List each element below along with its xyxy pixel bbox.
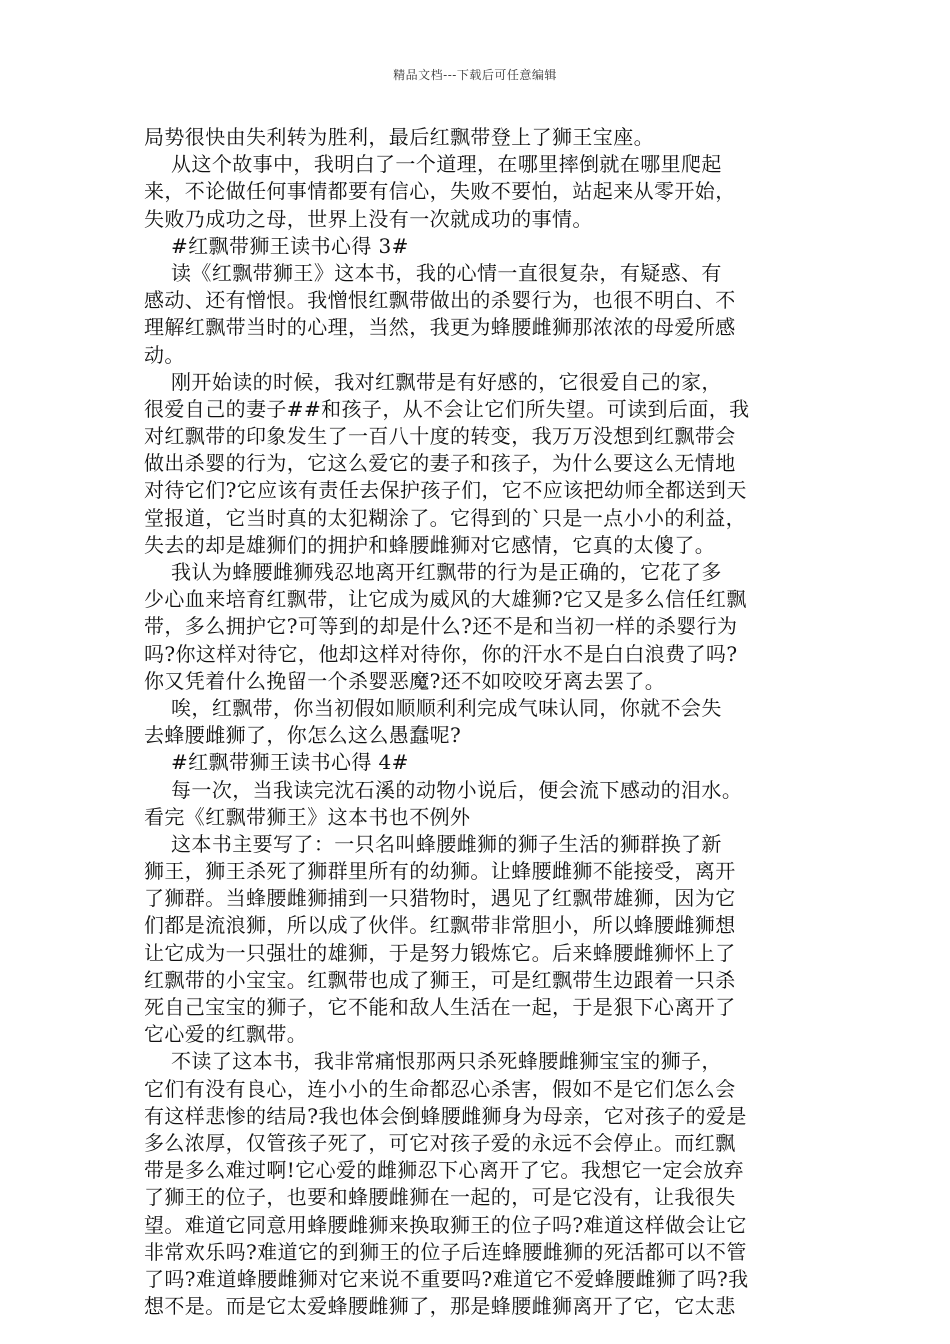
page-header: 精品文档---下载后可任意编辑	[393, 68, 557, 82]
text-line: 了狮群。当蜂腰雌狮捕到一只猎物时，遇见了红飘带雄狮，因为它	[144, 886, 736, 911]
text-line: #红飘带狮王读书心得 3#	[144, 233, 409, 258]
text-line: 堂报道，它当时真的太犯糊涂了。它得到的`只是一点小小的利益，	[144, 505, 746, 530]
text-line: 它心爱的红飘带。	[144, 1022, 308, 1047]
text-line: 从这个故事中，我明白了一个道理，在哪里摔倒就在哪里爬起	[144, 152, 722, 177]
text-line: 带是多么难过啊!它心爱的雌狮忍下心离开了它。我想它一定会放弃	[144, 1158, 745, 1183]
text-line: 读《红飘带狮王》这本书，我的心情一直很复杂，有疑惑、有	[144, 260, 722, 285]
text-line: 对待它们?它应该有责任去保护孩子们，它不应该把幼师全都送到天	[144, 478, 747, 503]
text-line: 刚开始读的时候，我对红飘带是有好感的，它很爱自己的家，	[144, 369, 722, 394]
text-line: 死自己宝宝的狮子，它不能和敌人生活在一起，于是狠下心离开了	[144, 995, 736, 1019]
text-line: 了狮王的位子，也要和蜂腰雌狮在一起的，可是它没有，让我很失	[144, 1185, 736, 1210]
text-line: 有这样悲惨的结局?我也体会倒蜂腰雌狮身为母亲，它对孩子的爱是	[144, 1103, 747, 1128]
text-line: 看完《红飘带狮王》这本书也不例外	[144, 804, 471, 829]
text-line: #红飘带狮王读书心得 4#	[144, 750, 409, 775]
text-line: 们都是流浪狮，所以成了伙伴。红飘带非常胆小，所以蜂腰雌狮想	[144, 913, 736, 938]
text-line: 失去的却是雄狮们的拥护和蜂腰雌狮对它感情，它真的太傻了。	[144, 532, 716, 557]
text-line: 局势很快由失利转为胜利，最后红飘带登上了狮王宝座。	[144, 125, 654, 149]
document-body	[144, 124, 812, 1320]
text-line: 想不是。而是它太爱蜂腰雌狮了，那是蜂腰雌狮离开了它，它太悲	[144, 1294, 736, 1319]
text-line: 唉，红飘带，你当初假如顺顺利利完成气味认同，你就不会失	[144, 695, 722, 720]
text-line: 失败乃成功之母，世界上没有一次就成功的事情。	[144, 206, 593, 231]
text-line: 来，不论做任何事情都要有信心，失败不要怕，站起来从零开始，	[144, 179, 736, 204]
text-line: 你又凭着什么挽留一个杀婴恶魔?还不如咬咬牙离去罢了。	[144, 668, 666, 693]
text-line: 非常欢乐吗?难道它的到狮王的位子后连蜂腰雌狮的死活都可以不管	[144, 1239, 747, 1264]
text-line: 动。	[144, 342, 185, 367]
text-line: 对红飘带的印象发生了一百八十度的转变，我万万没想到红飘带会	[144, 424, 736, 449]
text-line: 不读了这本书，我非常痛恨那两只杀死蜂腰雌狮宝宝的狮子，	[144, 1049, 722, 1074]
text-line: 我认为蜂腰雌狮残忍地离开红飘带的行为是正确的，它花了多	[144, 560, 722, 584]
text-line: 狮王，狮王杀死了狮群里所有的幼狮。让蜂腰雌狮不能接受，离开	[144, 859, 736, 884]
text-line: 望。难道它同意用蜂腰雌狮来换取狮王的位子吗?难道这样做会让它	[144, 1212, 747, 1237]
text-line: 理解红飘带当时的心理，当然，我更为蜂腰雌狮那浓浓的母爱所感	[144, 315, 736, 340]
text-line: 这本书主要写了：一只名叫蜂腰雌狮的狮子生活的狮群换了新	[144, 831, 722, 856]
text-line: 少心血来培育红飘带，让它成为威风的大雄狮?它又是多么信任红飘	[144, 587, 747, 612]
text-line: 多么浓厚，仅管孩子死了，可它对孩子爱的永远不会停止。而红飘	[144, 1130, 736, 1155]
text-line: 很爱自己的妻子##和孩子，从不会让它们所失望。可读到后面，我	[144, 396, 750, 421]
text-line: 吗?你这样对待它，他却这样对待你，你的汗水不是白白浪费了吗?	[144, 641, 738, 666]
text-line: 它们有没有良心，连小小的生命都忍心杀害，假如不是它们怎么会	[144, 1076, 736, 1101]
text-line: 让它成为一只强壮的雄狮，于是努力锻炼它。后来蜂腰雌狮怀上了	[144, 940, 736, 965]
text-line: 了吗?难道蜂腰雌狮对它来说不重要吗?难道它不爱蜂腰雌狮了吗?我	[144, 1266, 749, 1291]
text-line: 去蜂腰雌狮了，你怎么这么愚蠢呢?	[144, 723, 462, 748]
text-line: 每一次，当我读完沈石溪的动物小说后，便会流下感动的泪水。	[144, 777, 743, 802]
text-line: 感动、还有憎恨。我憎恨红飘带做出的杀婴行为，也很不明白、不	[144, 288, 736, 313]
text-line: 红飘带的小宝宝。红飘带也成了狮王，可是红飘带生边跟着一只杀	[144, 967, 736, 992]
text-line: 带，多么拥护它?可等到的却是什么?还不是和当初一样的杀婴行为	[144, 614, 738, 639]
text-line: 做出杀婴的行为，它这么爱它的妻子和孩子，为什么要这么无情地	[144, 451, 736, 476]
